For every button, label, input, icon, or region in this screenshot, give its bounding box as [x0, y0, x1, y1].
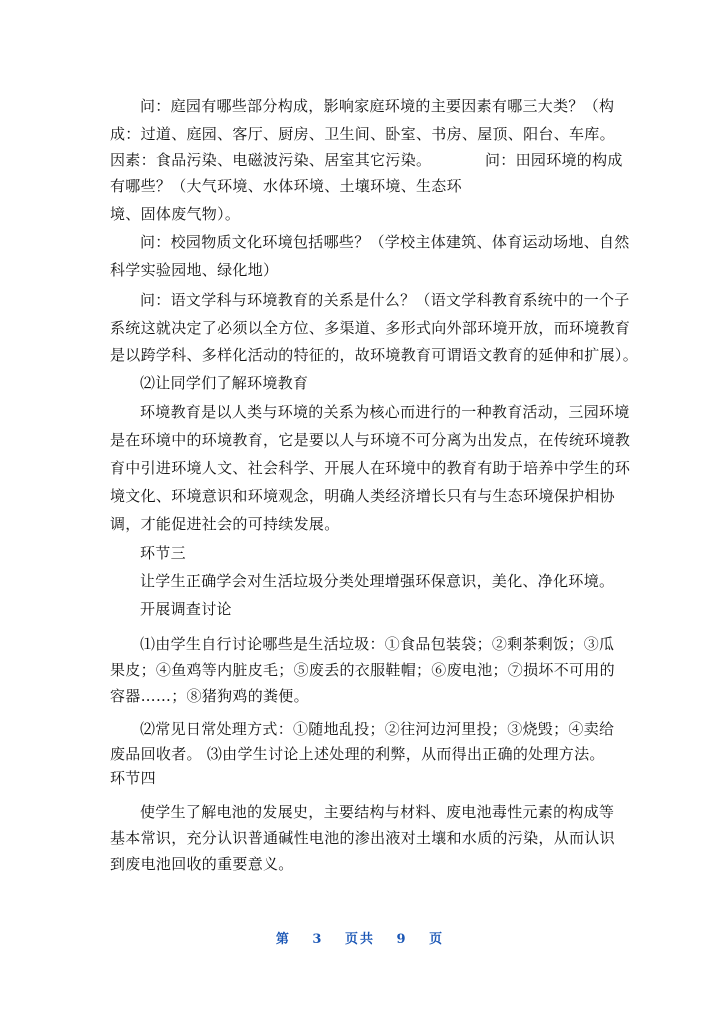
text-line: ⑴由学生自行讨论哪些是生活垃圾：①食品包装袋；②剩茶剩饭；③瓜 [140, 635, 615, 653]
section-heading: 环节三 [140, 544, 186, 562]
text-line: 让学生正确学会对生活垃圾分类处理增强环保意识，美化、净化环境。 [140, 572, 615, 590]
page-number-footer: 第 3 页共 9 页 [275, 932, 445, 947]
section-heading: 环节四 [110, 769, 156, 787]
text-line: 境、固体废气物）。 [110, 205, 241, 223]
text-line: ⑵让同学们了解环境教育 [140, 374, 309, 392]
text-line: 基本常识，充分认识普通碱性电池的渗出液对土壤和水质的污染，从而认识 [110, 829, 615, 847]
text-line: 废品回收者。 ⑶由学生讨论上述处理的利弊，从而得出正确的处理方法。 [110, 745, 605, 763]
text-line: 容器……；⑧猪狗鸡的粪便。 [110, 687, 309, 705]
text-line: 问：校园物质文化环境包括哪些？（学校主体建筑、体育运动场地、自然 [140, 233, 630, 251]
text-line: 是在环境中的环境教育，它是要以人与环境不可分离为出发点，在传统环境教 [110, 431, 631, 449]
text-line: 境文化、环境意识和环境观念，明确人类经济增长只有与生态环境保护相协 [110, 487, 615, 505]
text-line: 因素：食品污染、电磁波污染、居室其它污染。 问：田园环境的构成 [110, 151, 623, 169]
text-line: 环境教育是以人类与环境的关系为核心而进行的一种教育活动，三园环境 [140, 403, 630, 421]
text-line: 系统这就决定了必须以全方位、多渠道、多形式向外部环境开放，而环境教育 [110, 319, 631, 337]
text-line: 是以跨学科、多样化活动的特征的，故环境教育可谓语文教育的延伸和扩展）。 [110, 346, 639, 364]
text-line: 调，才能促进社会的可持续发展。 [110, 515, 340, 533]
text-line: 开展调查讨论 [140, 600, 232, 618]
text-line: 育中引进环境人文、社会科学、开展人在环境中的教育有助于培养中学生的环 [110, 459, 631, 477]
text-line: 成：过道、庭园、客厅、厨房、卫生间、卧室、书房、屋顶、阳台、车库。 [110, 125, 615, 143]
text-line: 科学实验园地、绿化地） [110, 261, 279, 279]
text-line: 使学生了解电池的发展史，主要结构与材料、废电池毒性元素的构成等 [140, 803, 615, 821]
text-line: ⑵常见日常处理方式：①随地乱投；②往河边河里投；③烧毁；④卖给 [140, 720, 615, 738]
text-line: 问：庭园有哪些部分构成，影响家庭环境的主要因素有哪三大类？（构 [140, 97, 615, 115]
text-line: 问：语文学科与环境教育的关系是什么？（语文学科教育系统中的一个子 [140, 291, 630, 309]
text-line: 有哪些？（大气环境、水体环境、土壤环境、生态环 [110, 177, 462, 195]
text-line: 果皮；④鱼鸡等内脏皮毛；⑤废丢的衣服鞋帽；⑥废电池；⑦损坏不可用的 [110, 661, 615, 679]
text-line: 到废电池回收的重要意义。 [110, 855, 294, 873]
